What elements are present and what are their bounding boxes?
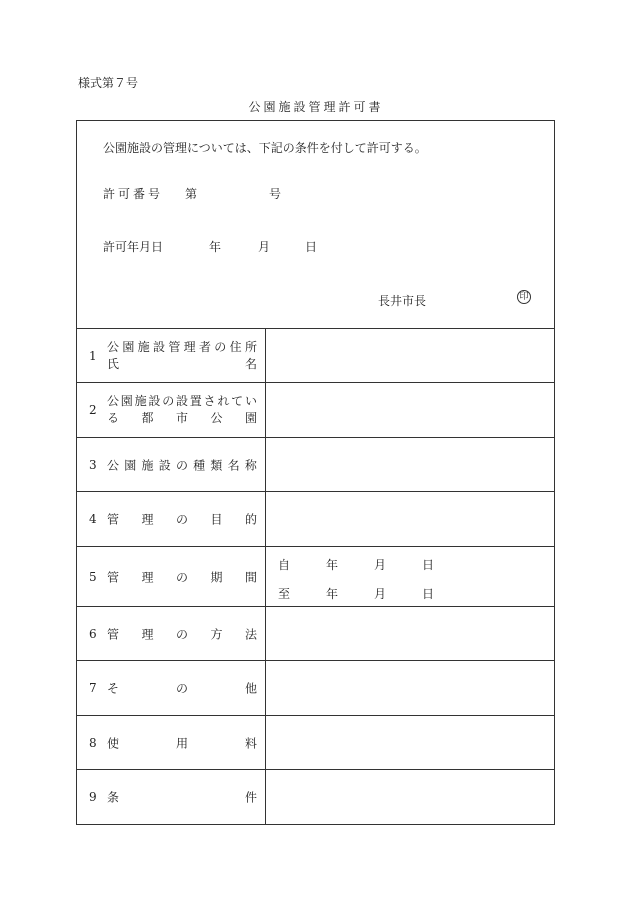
label-char: 料: [244, 736, 257, 750]
label-char: い: [244, 394, 257, 408]
label-char: 園: [124, 458, 137, 472]
label-char: 理: [183, 339, 196, 354]
row-number: 9: [89, 790, 97, 804]
permit-date-month: 月: [258, 240, 271, 254]
row-value-cell[interactable]: [266, 547, 554, 606]
row-label-cell: [77, 661, 266, 715]
form-row: [77, 547, 554, 607]
label-char: 公: [107, 394, 120, 408]
row-number: 4: [89, 512, 97, 526]
label-char: 理: [141, 512, 154, 527]
label-char: 管: [107, 570, 120, 584]
period-year: 年: [326, 587, 339, 601]
form-row: [77, 329, 554, 383]
permit-date-row: [103, 238, 343, 254]
label-char: 設: [148, 394, 161, 408]
label-char: 件: [244, 790, 257, 805]
row-label-text: [107, 393, 257, 427]
label-char: の: [175, 570, 188, 584]
period-to-label: 至: [278, 587, 291, 601]
label-char: れ: [217, 394, 230, 408]
row-label-line: [107, 393, 257, 410]
row-number: 6: [89, 626, 97, 641]
row-label-cell: [77, 547, 266, 606]
period-month: 月: [374, 558, 387, 572]
form-row: [77, 716, 554, 770]
permit-date-day: 日: [305, 240, 318, 254]
row-number: 5: [89, 569, 97, 584]
label-char: 名: [244, 356, 257, 371]
label-char: 施: [134, 394, 147, 408]
label-char: 設: [158, 458, 171, 472]
row-label-text: [107, 680, 257, 697]
row-label-cell: [77, 438, 266, 491]
row-number: 7: [89, 681, 97, 695]
label-char: 管: [107, 512, 120, 527]
label-char: の: [175, 512, 188, 527]
label-char: 施: [137, 339, 150, 354]
row-value-cell[interactable]: [266, 607, 554, 660]
label-char: 設: [152, 339, 165, 354]
row-label-cell: [77, 770, 266, 824]
row-value-cell[interactable]: [266, 716, 554, 769]
label-char: 他: [244, 681, 257, 696]
period-from-label: 自: [278, 558, 291, 572]
label-char: 管: [168, 339, 181, 354]
mayor-label: 長井市長: [378, 294, 427, 308]
period-to-line: [278, 585, 438, 601]
row-value-cell[interactable]: [266, 329, 554, 382]
row-value-cell[interactable]: [266, 383, 554, 437]
row-number: 2: [89, 403, 97, 417]
label-char: 公: [210, 411, 223, 425]
row-number: 3: [89, 457, 97, 472]
form-row: [77, 438, 554, 492]
period-day: 日: [422, 558, 435, 572]
form-row: [77, 661, 554, 716]
label-char: の: [175, 681, 188, 696]
form-row: [77, 607, 554, 661]
label-char: 都: [141, 411, 154, 425]
row-value-cell[interactable]: [266, 770, 554, 824]
label-char: 施: [141, 458, 154, 472]
label-char: 的: [244, 512, 257, 527]
permit-number-row: [103, 185, 323, 201]
label-char: 住: [229, 339, 242, 354]
label-char: 設: [175, 394, 188, 408]
row-value-cell[interactable]: [266, 492, 554, 546]
row-label-text: [107, 625, 257, 642]
label-char: る: [107, 411, 120, 425]
row-label-cell: [77, 329, 266, 382]
label-char: て: [231, 394, 244, 408]
row-label-cell: [77, 492, 266, 546]
label-char: 称: [244, 458, 257, 472]
label-char: 者: [198, 339, 211, 354]
row-label-text: [107, 789, 257, 806]
seal-mark: 印: [517, 290, 531, 304]
form-row: [77, 770, 554, 824]
row-label-text: [107, 511, 257, 528]
row-number: 1: [89, 348, 97, 363]
label-char: 目: [210, 512, 223, 527]
label-char: 名: [227, 458, 240, 472]
permit-number-prefix: 第: [185, 187, 198, 201]
label-char: 条: [107, 790, 120, 805]
label-char: 法: [244, 627, 257, 641]
label-char: さ: [203, 394, 216, 408]
permit-statement: 公園施設の管理については、下記の条件を付して許可する。: [103, 141, 427, 155]
period-day: 日: [422, 587, 435, 601]
row-value-cell[interactable]: [266, 661, 554, 715]
permit-date-year: 年: [209, 240, 222, 254]
label-char: 管: [107, 627, 120, 641]
form-row: [77, 383, 554, 438]
permit-form: [76, 120, 555, 825]
permit-date-label: 許可年月日: [103, 240, 164, 254]
form-number: 様式第７号: [78, 76, 139, 90]
label-char: 置: [189, 394, 202, 408]
label-char: の: [175, 458, 188, 472]
label-char: 種: [193, 458, 206, 472]
permit-header: [77, 121, 554, 329]
row-label-text: [107, 456, 257, 473]
label-char: 園: [122, 339, 135, 354]
row-label-cell: [77, 716, 266, 769]
label-char: 類: [210, 458, 223, 472]
period-month: 月: [374, 587, 387, 601]
label-char: 理: [141, 627, 154, 641]
row-number: 8: [89, 735, 97, 750]
label-char: 用: [175, 736, 188, 750]
label-char: 公: [107, 339, 120, 354]
label-char: 方: [210, 627, 223, 641]
form-rows: [77, 329, 554, 824]
document-title: 公園施設管理許可書: [248, 100, 384, 114]
label-char: 期: [210, 570, 223, 584]
permit-number-label: 許可番号: [103, 187, 164, 201]
row-label-line: [107, 339, 257, 356]
label-char: の: [214, 339, 227, 354]
row-value-cell[interactable]: [266, 438, 554, 491]
row-label-cell: [77, 607, 266, 660]
label-char: 氏: [107, 356, 120, 371]
label-char: 所: [244, 339, 257, 354]
label-char: の: [162, 394, 175, 408]
label-char: 市: [175, 411, 188, 425]
row-label-text: [107, 734, 257, 751]
label-char: 園: [120, 394, 133, 408]
label-char: 公: [107, 458, 120, 472]
row-label-line: [107, 356, 257, 373]
row-label-cell: [77, 383, 266, 437]
permit-number-suffix: 号: [269, 187, 282, 201]
row-label-line: [107, 410, 257, 427]
label-char: そ: [107, 681, 120, 696]
period-year: 年: [326, 558, 339, 572]
label-char: 理: [141, 570, 154, 584]
form-row: [77, 492, 554, 547]
label-char: 使: [107, 736, 120, 750]
row-label-text: [107, 339, 257, 373]
period-from-line: [278, 556, 438, 572]
label-char: 間: [244, 570, 257, 584]
row-label-text: [107, 568, 257, 585]
label-char: の: [175, 627, 188, 641]
label-char: 園: [244, 411, 257, 425]
